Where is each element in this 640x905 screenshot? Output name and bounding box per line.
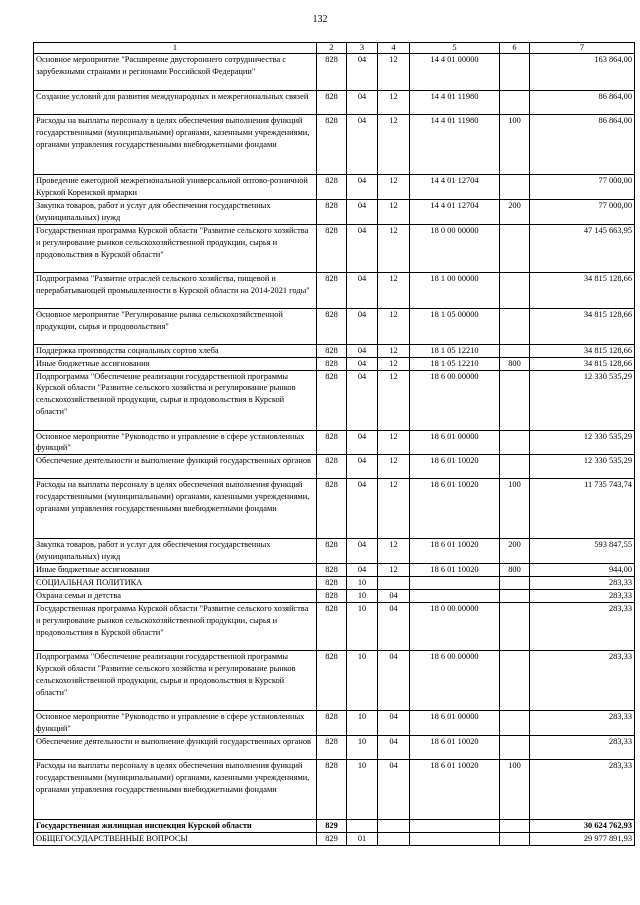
row-name: Создание условий для развития международных и межрегиональных связей (34, 91, 317, 115)
table-row (34, 602, 635, 650)
row-grbs: 828 (317, 54, 347, 91)
row-section: 04 (347, 115, 378, 175)
row-amount: 12 330 535,29 (530, 430, 635, 455)
row-grbs: 828 (317, 759, 347, 819)
row-target-article: 18 0 00 00000 (410, 602, 500, 650)
row-expense-type: 100 (500, 115, 530, 175)
row-subsection: 12 (378, 344, 410, 357)
row-name: Проведение ежегодной межрегиональной универсальной оптово-розничной Курской Коренской ярмарки (34, 175, 317, 200)
row-expense-type (500, 344, 530, 357)
row-name: Основное мероприятие "Регулирование рынка сельскохозяйственной продукции, сырья и продовольствия" (34, 308, 317, 344)
row-subsection: 12 (378, 430, 410, 455)
row-expense-type (500, 650, 530, 710)
row-target-article (410, 832, 500, 845)
row-name: Обеспечение деятельности и выполнение функций государственных органов (34, 735, 317, 759)
row-amount: 283,33 (530, 602, 635, 650)
row-subsection: 12 (378, 479, 410, 539)
row-grbs: 828 (317, 344, 347, 357)
row-grbs: 829 (317, 819, 347, 832)
row-grbs: 828 (317, 272, 347, 308)
row-section: 04 (347, 370, 378, 430)
row-subsection: 12 (378, 115, 410, 175)
row-name: Основное мероприятие "Руководство и управление в сфере установленных функций" (34, 430, 317, 455)
row-subsection (378, 832, 410, 845)
row-target-article: 18 1 00 00000 (410, 272, 500, 308)
row-section: 04 (347, 175, 378, 200)
row-expense-type (500, 590, 530, 603)
row-section: 04 (347, 272, 378, 308)
row-grbs: 828 (317, 564, 347, 577)
column-header-name: 1 (34, 43, 317, 54)
row-name: Расходы на выплаты персоналу в целях обеспечения выполнения функций государственными (муниципальными) органами, казенными учреждениями, органами управления государственными внебюджетными фондами (34, 759, 317, 819)
row-grbs: 828 (317, 455, 347, 479)
row-subsection (378, 577, 410, 590)
row-subsection: 04 (378, 590, 410, 603)
row-amount: 283,33 (530, 759, 635, 819)
row-target-article: 14 4 01 12704 (410, 199, 500, 224)
table-row (34, 564, 635, 577)
table-row (34, 54, 635, 91)
row-grbs: 828 (317, 91, 347, 115)
row-section: 04 (347, 344, 378, 357)
table-row (34, 224, 635, 272)
row-target-article: 18 6 01 10020 (410, 564, 500, 577)
table-row (34, 199, 635, 224)
row-subsection: 12 (378, 91, 410, 115)
column-header-expense-type: 6 (500, 43, 530, 54)
table-row (34, 759, 635, 819)
row-section: 04 (347, 539, 378, 564)
row-expense-type (500, 308, 530, 344)
table-row (34, 539, 635, 564)
row-target-article (410, 577, 500, 590)
table-header-row (34, 43, 635, 54)
row-section: 04 (347, 479, 378, 539)
row-expense-type (500, 175, 530, 200)
row-target-article: 18 1 05 12210 (410, 357, 500, 370)
table-row (34, 344, 635, 357)
column-header-target-article: 5 (410, 43, 500, 54)
row-name: Подпрограмма "Развитие отраслей сельского хозяйства, пищевой и перерабатывающей промышленности в Курской области на 2014-2021 годы" (34, 272, 317, 308)
row-expense-type: 200 (500, 199, 530, 224)
table-row (34, 308, 635, 344)
row-amount: 593 847,55 (530, 539, 635, 564)
table-row (34, 115, 635, 175)
table-row (34, 370, 635, 430)
row-name: Обеспечение деятельности и выполнение функций государственных органов (34, 455, 317, 479)
row-subsection: 04 (378, 650, 410, 710)
row-expense-type: 100 (500, 759, 530, 819)
row-section: 04 (347, 357, 378, 370)
row-amount: 163 864,00 (530, 54, 635, 91)
row-amount: 283,33 (530, 577, 635, 590)
row-section: 04 (347, 54, 378, 91)
row-name: Иные бюджетные ассигнования (34, 357, 317, 370)
row-subsection: 04 (378, 759, 410, 819)
row-target-article: 18 6 01 10020 (410, 479, 500, 539)
row-name: Закупка товаров, работ и услуг для обеспечения государственных (муниципальных) нужд (34, 539, 317, 564)
table-row (34, 577, 635, 590)
row-grbs: 828 (317, 735, 347, 759)
row-grbs: 828 (317, 710, 347, 735)
row-grbs: 828 (317, 577, 347, 590)
row-target-article (410, 590, 500, 603)
row-section: 10 (347, 590, 378, 603)
table-row (34, 272, 635, 308)
row-subsection (378, 819, 410, 832)
row-grbs: 828 (317, 650, 347, 710)
row-amount: 34 815 128,66 (530, 357, 635, 370)
row-section: 10 (347, 602, 378, 650)
row-amount: 77 000,00 (530, 175, 635, 200)
row-target-article: 14 4 01 11980 (410, 91, 500, 115)
row-amount: 34 815 128,66 (530, 272, 635, 308)
row-grbs: 828 (317, 370, 347, 430)
row-grbs: 829 (317, 832, 347, 845)
row-name: ОБЩЕГОСУДАРСТВЕННЫЕ ВОПРОСЫ (34, 832, 317, 845)
row-expense-type (500, 602, 530, 650)
row-name: Государственная программа Курской области "Развитие сельского хозяйства и регулирование рынков сельскохозяйственной продукции, сырья и продовольствия в Курской области" (34, 602, 317, 650)
row-target-article: 18 6 00 00000 (410, 370, 500, 430)
row-subsection: 12 (378, 199, 410, 224)
row-name: Поддержка производства социальных сортов хлеба (34, 344, 317, 357)
table-row (34, 357, 635, 370)
row-target-article: 14 4 01 11980 (410, 115, 500, 175)
row-amount: 29 977 891,93 (530, 832, 635, 845)
column-header-subsection: 4 (378, 43, 410, 54)
row-section: 04 (347, 199, 378, 224)
row-target-article: 18 1 05 00000 (410, 308, 500, 344)
row-section: 10 (347, 759, 378, 819)
row-target-article: 14 4 01 12704 (410, 175, 500, 200)
row-name: Иные бюджетные ассигнования (34, 564, 317, 577)
row-section: 10 (347, 735, 378, 759)
row-section: 04 (347, 224, 378, 272)
row-section: 10 (347, 577, 378, 590)
row-amount: 30 624 762,93 (530, 819, 635, 832)
table-row (34, 832, 635, 845)
row-expense-type (500, 577, 530, 590)
row-target-article: 18 6 01 10020 (410, 539, 500, 564)
row-subsection: 12 (378, 357, 410, 370)
row-expense-type: 200 (500, 539, 530, 564)
row-target-article: 18 6 01 00000 (410, 710, 500, 735)
row-expense-type (500, 370, 530, 430)
table-row (34, 735, 635, 759)
row-section: 04 (347, 455, 378, 479)
row-name: Охрана семьи и детства (34, 590, 317, 603)
row-amount: 47 145 663,95 (530, 224, 635, 272)
row-name: Основное мероприятие "Расширение двустороннего сотрудничества с зарубежными странами и регионами Российской Федерации" (34, 54, 317, 91)
table-row (34, 175, 635, 200)
page-number: 132 (312, 14, 328, 25)
row-amount: 944,00 (530, 564, 635, 577)
row-grbs: 828 (317, 479, 347, 539)
row-expense-type (500, 832, 530, 845)
row-subsection: 12 (378, 308, 410, 344)
row-subsection: 04 (378, 602, 410, 650)
row-grbs: 828 (317, 115, 347, 175)
row-grbs: 828 (317, 590, 347, 603)
row-section: 04 (347, 430, 378, 455)
row-section: 10 (347, 710, 378, 735)
table-body (34, 43, 635, 846)
row-name: Государственная программа Курской области "Развитие сельского хозяйства и регулирование рынков сельскохозяйственной продукции, сырья и продовольствия в Курской области" (34, 224, 317, 272)
row-grbs: 828 (317, 539, 347, 564)
table-row (34, 91, 635, 115)
row-section (347, 819, 378, 832)
row-amount: 12 330 535,29 (530, 370, 635, 430)
row-expense-type (500, 272, 530, 308)
row-name: Основное мероприятие "Руководство и управление в сфере установленных функций" (34, 710, 317, 735)
row-subsection: 12 (378, 564, 410, 577)
row-target-article (410, 819, 500, 832)
row-target-article: 18 6 01 10020 (410, 455, 500, 479)
row-grbs: 828 (317, 430, 347, 455)
row-expense-type (500, 430, 530, 455)
row-section: 04 (347, 91, 378, 115)
row-amount: 283,33 (530, 735, 635, 759)
row-section: 04 (347, 564, 378, 577)
row-target-article: 18 6 01 10020 (410, 759, 500, 819)
row-name: Подпрограмма "Обеспечение реализации государственной программы Курской области "Развитие сельского хозяйства и регулирование рынков сельскохозяйственной продукции, сырья и продовольствия в Курской области" (34, 370, 317, 430)
row-grbs: 828 (317, 224, 347, 272)
row-grbs: 828 (317, 199, 347, 224)
table-row (34, 430, 635, 455)
row-grbs: 828 (317, 602, 347, 650)
row-expense-type (500, 224, 530, 272)
row-amount: 86 864,00 (530, 91, 635, 115)
row-subsection: 12 (378, 539, 410, 564)
row-target-article: 18 6 01 10020 (410, 735, 500, 759)
row-target-article: 18 0 00 00000 (410, 224, 500, 272)
row-amount: 283,33 (530, 650, 635, 710)
row-expense-type (500, 735, 530, 759)
row-subsection: 12 (378, 272, 410, 308)
row-amount: 86 864,00 (530, 115, 635, 175)
row-expense-type: 800 (500, 357, 530, 370)
row-target-article: 18 6 01 00000 (410, 430, 500, 455)
row-subsection: 12 (378, 370, 410, 430)
column-header-section: 3 (347, 43, 378, 54)
table-row (34, 590, 635, 603)
row-expense-type (500, 819, 530, 832)
table-row (34, 819, 635, 832)
row-subsection: 04 (378, 735, 410, 759)
row-amount: 283,33 (530, 710, 635, 735)
row-amount: 283,33 (530, 590, 635, 603)
row-subsection: 12 (378, 224, 410, 272)
table-row (34, 455, 635, 479)
row-name: Закупка товаров, работ и услуг для обеспечения государственных (муниципальных) нужд (34, 199, 317, 224)
table-row (34, 710, 635, 735)
column-header-amount: 7 (530, 43, 635, 54)
row-grbs: 828 (317, 308, 347, 344)
row-amount: 34 815 128,66 (530, 344, 635, 357)
row-subsection: 12 (378, 175, 410, 200)
row-expense-type (500, 91, 530, 115)
row-name: Подпрограмма "Обеспечение реализации государственной программы Курской области "Развитие сельского хозяйства и регулирование рынков сельскохозяйственной продукции, сырья и продовольствия в Курской области" (34, 650, 317, 710)
budget-table (33, 42, 635, 846)
row-section: 01 (347, 832, 378, 845)
row-target-article: 18 1 05 12210 (410, 344, 500, 357)
row-subsection: 04 (378, 710, 410, 735)
row-target-article: 14 4 01 00000 (410, 54, 500, 91)
row-amount: 77 000,00 (530, 199, 635, 224)
row-amount: 11 735 743,74 (530, 479, 635, 539)
row-section: 10 (347, 650, 378, 710)
row-expense-type (500, 455, 530, 479)
table-row (34, 650, 635, 710)
row-expense-type: 800 (500, 564, 530, 577)
row-subsection: 12 (378, 54, 410, 91)
table-row (34, 479, 635, 539)
row-name: Расходы на выплаты персоналу в целях обеспечения выполнения функций государственными (муниципальными) органами, казенными учреждениями, органами управления государственными внебюджетными фондами (34, 115, 317, 175)
row-expense-type (500, 710, 530, 735)
row-grbs: 828 (317, 175, 347, 200)
row-name: СОЦИАЛЬНАЯ ПОЛИТИКА (34, 577, 317, 590)
row-name: Расходы на выплаты персоналу в целях обеспечения выполнения функций государственными (муниципальными) органами, казенными учреждениями, органами управления государственными внебюджетными фондами (34, 479, 317, 539)
row-amount: 12 330 535,29 (530, 455, 635, 479)
row-subsection: 12 (378, 455, 410, 479)
row-expense-type (500, 54, 530, 91)
row-target-article: 18 6 00 00000 (410, 650, 500, 710)
column-header-grbs: 2 (317, 43, 347, 54)
row-section: 04 (347, 308, 378, 344)
row-name: Государственная жилищная инспекция Курской области (34, 819, 317, 832)
row-expense-type: 100 (500, 479, 530, 539)
row-amount: 34 815 128,66 (530, 308, 635, 344)
row-grbs: 828 (317, 357, 347, 370)
